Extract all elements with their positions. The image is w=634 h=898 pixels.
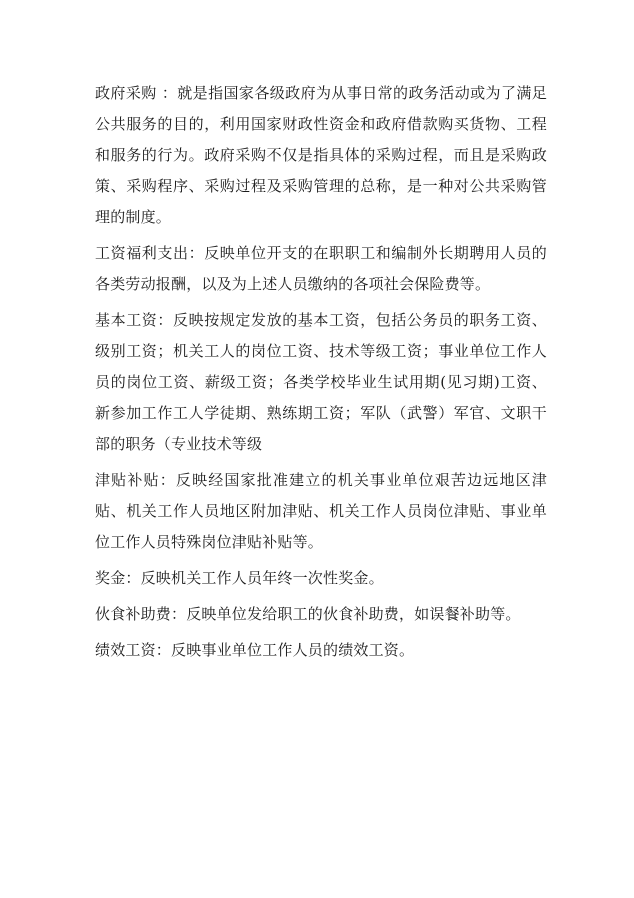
- paragraph-wage-welfare-expenditure: 工资福利支出：反映单位开支的在职职工和编制外长期聘用人员的各类劳动报酬，以及为上述人员缴纳的各项社会保险费等。: [95, 244, 547, 293]
- paragraph-meal-subsidy: 伙食补助费：反映单位发给职工的伙食补助费，如误餐补助等。: [95, 605, 521, 623]
- document-body: [95, 78, 547, 671]
- paragraph-allowances-subsidies: 津贴补贴：反映经国家批准建立的机关事业单位艰苦边远地区津贴、机关工作人员地区附加津贴、机关工作人员岗位津贴、事业单位工作人员特殊岗位津贴补贴等。: [95, 471, 547, 551]
- paragraph-government-procurement: 政府采购 ：就是指国家各级政府为从事日常的政务活动或为了满足公共服务的目的，利用国家财政性资金和政府借款购买货物、工程和服务的行为。政府采购不仅是指具体的采购过程，而且是采购政策、采购程序、采购过程及采购管理的总称，是一种对公共采购管理的制度。: [95, 84, 547, 226]
- paragraph-bonus: 奖金：反映机关工作人员年终一次性奖金。: [95, 569, 384, 587]
- paragraph-performance-pay: 绩效工资：反映事业单位工作人员的绩效工资。: [95, 641, 415, 659]
- paragraph-basic-salary: 基本工资：反映按规定发放的基本工资，包括公务员的职务工资、级别工资；机关工人的岗位工资、技术等级工资；事业单位工作人员的岗位工资、薪级工资；各类学校毕业生试用期(见习期)工资、新参加工作工人学徒期、熟练期工资；军队（武警）军官、文职干部的职务（专业技术等级: [95, 311, 547, 453]
